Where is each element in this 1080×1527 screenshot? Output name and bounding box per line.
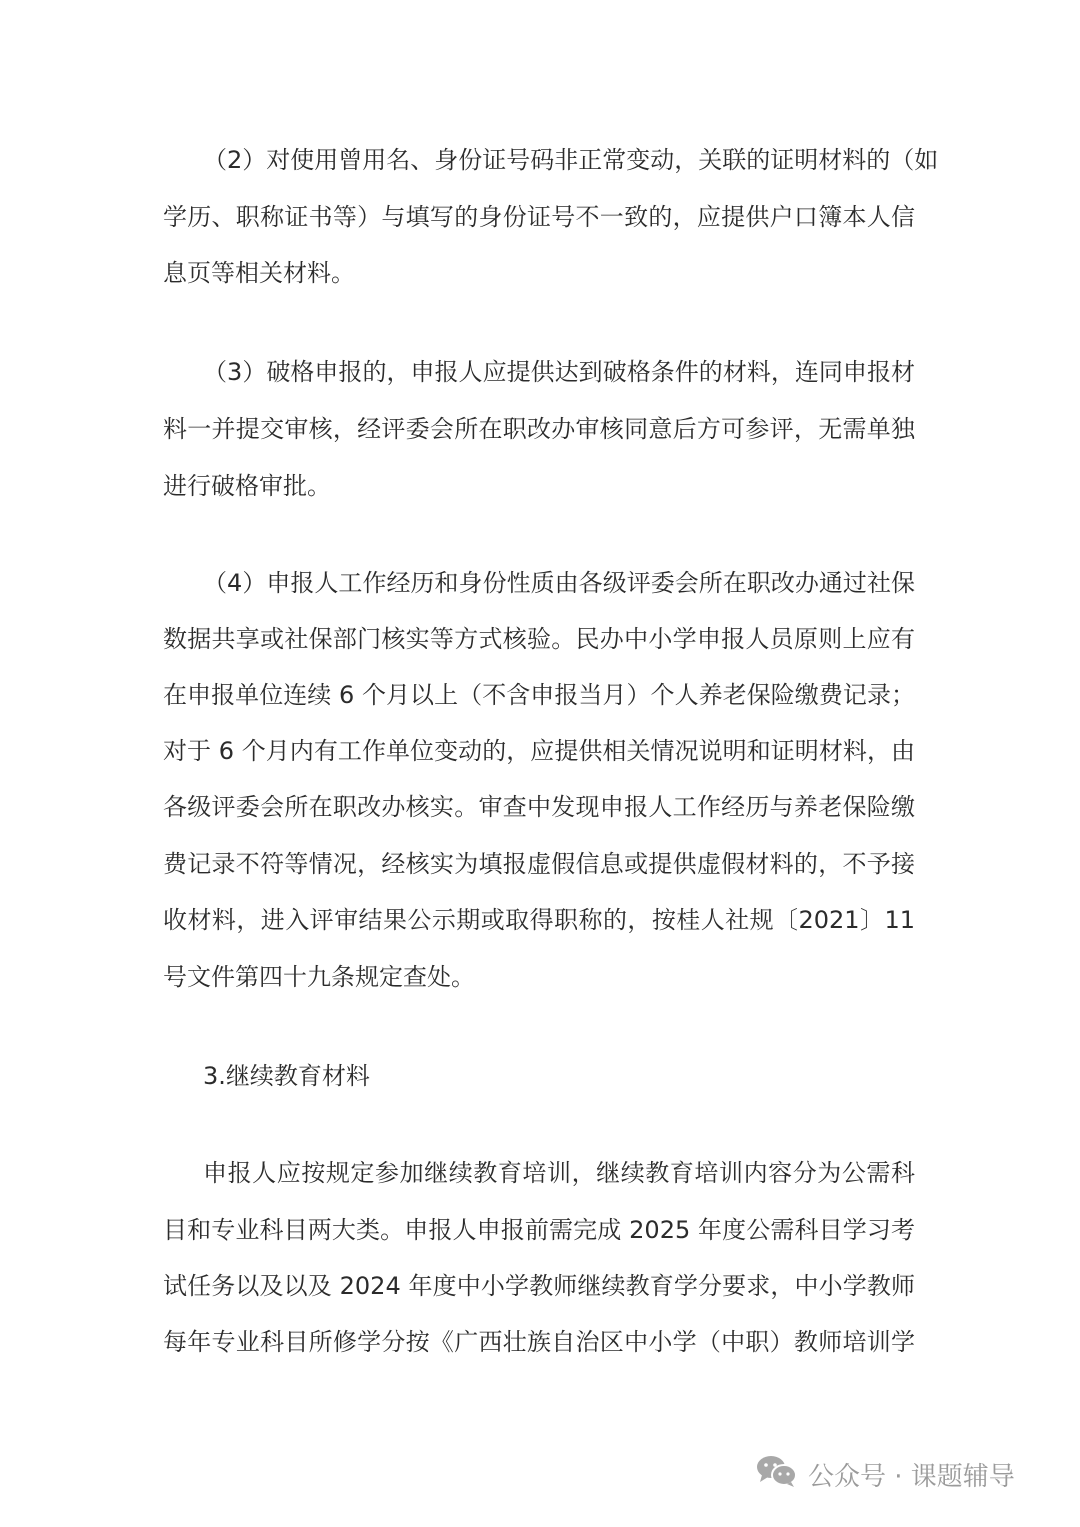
text-line: 费记录不符等情况，经核实为填报虚假信息或提供虚假材料的，不予接 [163,850,915,878]
text-line: 号文件第四十九条规定查处。 [163,963,475,991]
text-line: 试任务以及以及 2024 年度中小学教师继续教育学分要求，中小学教师 [163,1272,915,1300]
text-line: 目和专业科目两大类。申报人申报前需完成 2025 年度公需科目学习考 [163,1216,915,1244]
text-line: 申报人应按规定参加继续教育培训，继续教育培训内容分为公需科 [203,1159,915,1187]
watermark-text: 公众号 · 课题辅导 [808,1462,1015,1492]
text-line: 学历、职称证书等）与填写的身份证号不一致的，应提供户口簿本人信 [163,203,915,231]
text-line: 对于 6 个月内有工作单位变动的，应提供相关情况说明和证明材料，由 [163,737,915,765]
text-line: 在申报单位连续 6 个月以上（不含申报当月）个人养老保险缴费记录； [163,681,915,709]
text-line: 料一并提交审核，经评委会所在职改办审核同意后方可参评，无需单独 [163,415,915,443]
text-line: 收材料，进入评审结果公示期或取得职称的，按桂人社规〔2021〕11 [163,906,915,934]
wechat-icon [756,1454,798,1495]
text-line: （4）申报人工作经历和身份性质由各级评委会所在职改办通过社保 [203,569,915,597]
text-line: 数据共享或社保部门核实等方式核验。民办中小学申报人员原则上应有 [163,625,915,653]
text-line: （3）破格申报的，申报人应提供达到破格条件的材料，连同申报材 [203,358,915,386]
text-line: 进行破格审批。 [163,472,331,500]
text-line: 每年专业科目所修学分按《广西壮族自治区中小学（中职）教师培训学 [163,1328,915,1356]
text-line: 各级评委会所在职改办核实。审查中发现申报人工作经历与养老保险缴 [163,793,915,821]
watermark [756,1454,1015,1495]
text-line: （2）对使用曾用名、身份证号码非正常变动，关联的证明材料的（如 [203,146,939,174]
section-heading: 3.继续教育材料 [203,1062,370,1090]
text-line: 息页等相关材料。 [163,259,355,287]
